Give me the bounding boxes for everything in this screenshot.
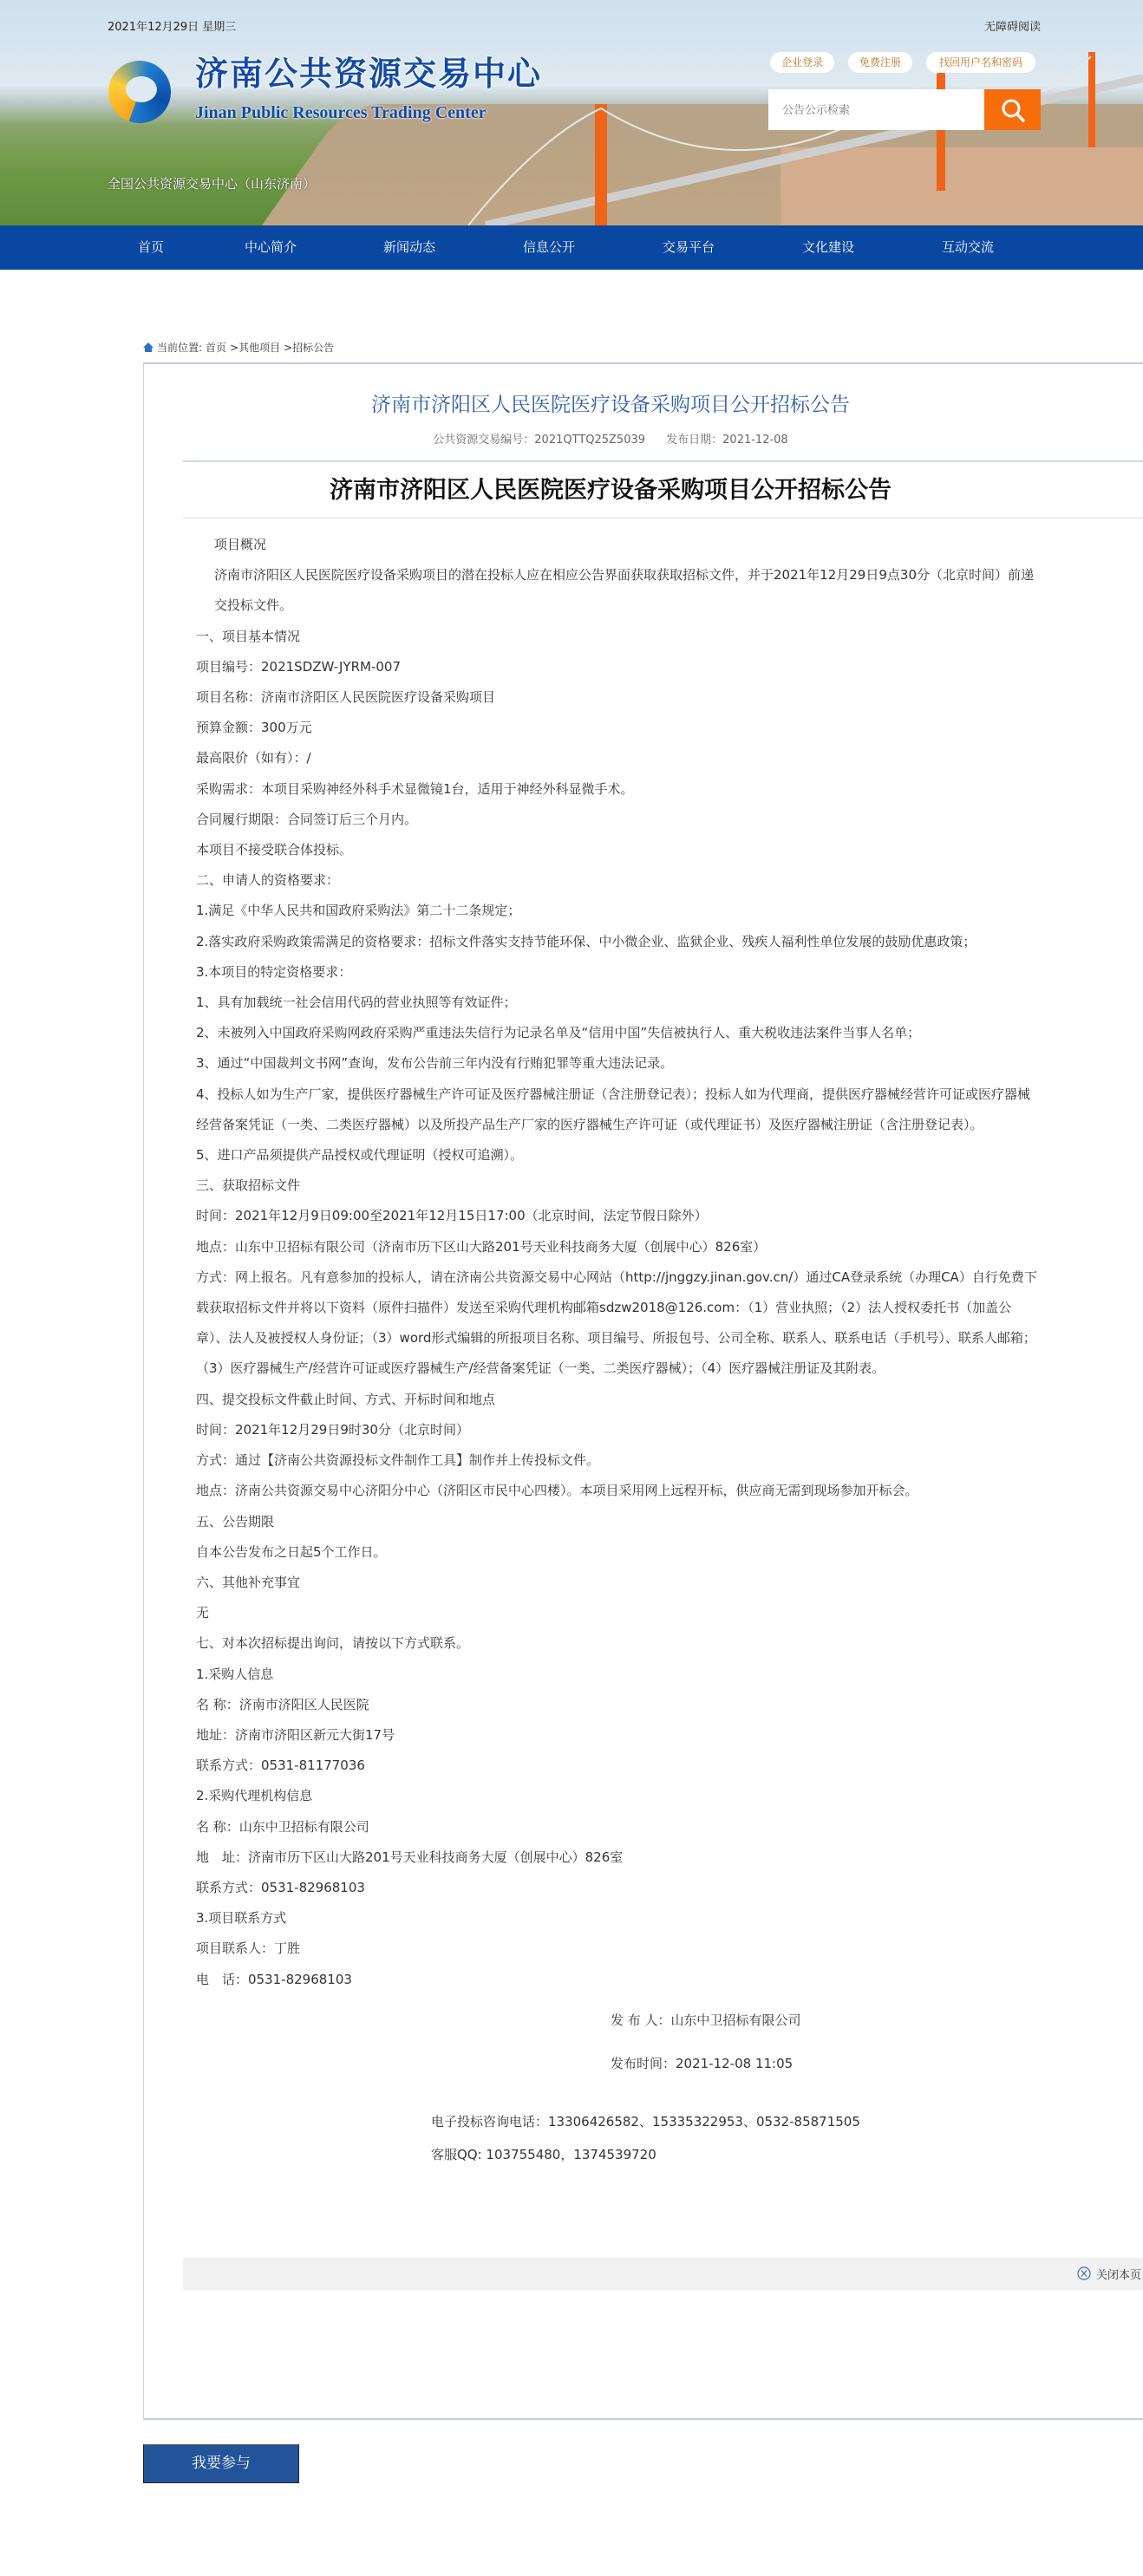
- body-paragraph: 4、投标人如为生产厂家，提供医疗器械生产许可证及医疗器械注册证（含注册登记表）；投标人如为代理商，提供医疗器械经营许可证或医疗器械经营备案凭证（一类、二类医疗器械）以及所投产品生产厂家的医疗器械生产许可证（或代理证书）及医疗器械注册证（含注册登记表）。: [196, 1086, 1031, 1132]
- body-paragraph: 名 称：山东中卫招标有限公司: [196, 1818, 369, 1835]
- body-paragraph: 七、对本次招标提出询问，请按以下方式联系。: [196, 1635, 470, 1652]
- body-paragraph: 二、申请人的资格要求：: [196, 872, 340, 889]
- body-paragraph: 项目概况: [214, 537, 267, 552]
- body-paragraph: 联系方式：0531-81177036: [196, 1758, 365, 1774]
- close-circle-icon: [1077, 2266, 1091, 2280]
- bid-hotline: 电子投标咨询电话：13306426582、15335322953、0532-85871505: [431, 2113, 860, 2129]
- divider: [183, 460, 1143, 462]
- site-logo[interactable]: [108, 54, 646, 132]
- logo-swirl-icon: [108, 61, 171, 123]
- body-paragraph: 项目编号：2021SDZW-JYRM-007: [196, 658, 401, 675]
- nav-news[interactable]: 新闻动态: [382, 239, 436, 255]
- body-paragraph: 2、未被列入中国政府采购网政府采购严重违法失信行为记录名单及“信用中国”失信被执行人、重大税收违法案件当事人名单；: [196, 1025, 921, 1041]
- participate-button[interactable]: 我要参与: [143, 2444, 299, 2483]
- close-bar: [183, 2258, 1143, 2290]
- search-icon: [1000, 97, 1026, 123]
- body-paragraph: 时间：2021年12月29日9时30分（北京时间）: [196, 1421, 469, 1438]
- search-box: [768, 89, 1041, 130]
- notice-heading: 济南市济阳区人民医院医疗设备采购项目公开招标公告: [330, 477, 892, 504]
- body-paragraph: 电 话：0531-82968103: [196, 1971, 352, 1987]
- body-paragraph: 本项目不接受联合体投标。: [196, 842, 353, 858]
- breadcrumb-label: 当前位置:: [157, 342, 203, 354]
- body-paragraph: 5、进口产品须提供产品授权或代理证明（授权可追溯）。: [196, 1147, 524, 1164]
- search-input[interactable]: [768, 89, 984, 130]
- breadcrumb-home[interactable]: 首页: [206, 342, 227, 354]
- trade-code: 公共资源交易编号：2021QTTQ25Z5039: [433, 434, 646, 447]
- body-paragraph: 地点：济南公共资源交易中心济阳分中心（济阳区市民中心四楼）。本项目采用网上远程开标，供应商无需到现场参加开标会。: [196, 1483, 918, 1499]
- breadcrumb-tender-notice[interactable]: >招标公告: [284, 342, 335, 354]
- body-paragraph: 三、获取招标文件: [196, 1177, 301, 1194]
- body-paragraph: 1.满足《中华人民共和国政府采购法》第二十二条规定；: [196, 903, 521, 919]
- free-register-button[interactable]: 免费注册: [848, 52, 912, 73]
- body-paragraph: 2.落实政府采购政策需满足的资格要求：招标文件落实支持节能环保、中小微企业、监狱企业、残疾人福利性单位发展的鼓励优惠政策；: [196, 933, 976, 949]
- nav-about[interactable]: 中心简介: [244, 239, 297, 255]
- article-body: [196, 530, 1042, 1995]
- main-nav: [0, 225, 1143, 270]
- body-paragraph: 1、具有加载统一社会信用代码的营业执照等有效证件；: [196, 995, 517, 1011]
- publisher: 发 布 人：山东中卫招标有限公司: [611, 2012, 801, 2028]
- nav-home[interactable]: 首页: [137, 239, 165, 255]
- accessibility-link[interactable]: 无障碍阅读: [984, 21, 1042, 34]
- body-paragraph: 济南市济阳区人民医院医疗设备采购项目的潜在投标人应在相应公告界面获取获取招标文件，并于2021年12月29日9点30分（北京时间）前递交投标文件。: [214, 567, 1034, 614]
- nav-trading-platform[interactable]: 交易平台: [662, 239, 715, 255]
- close-page-button[interactable]: [1077, 2258, 1141, 2290]
- body-paragraph: 六、其他补充事宜: [196, 1574, 301, 1590]
- body-paragraph: 名 称：济南市济阳区人民医院: [196, 1696, 369, 1712]
- body-paragraph: 3.本项目的特定资格要求：: [196, 963, 352, 980]
- support-qq: 客服QQ: 103755480，1374539720: [431, 2146, 656, 2162]
- body-paragraph: 自本公告发布之日起5个工作日。: [196, 1543, 387, 1560]
- main-content: [143, 362, 1143, 2483]
- recover-account-button[interactable]: 找回用户名和密码: [926, 52, 1035, 73]
- nav-culture[interactable]: 文化建设: [801, 239, 855, 255]
- body-paragraph: 1.采购人信息: [196, 1666, 274, 1682]
- body-paragraph: 一、项目基本情况: [196, 628, 301, 644]
- body-paragraph: 四、提交投标文件截止时间、方式、开标时间和地点: [196, 1391, 496, 1407]
- home-icon: [143, 342, 153, 352]
- logo-title-cn: 济南公共资源交易中心: [195, 54, 543, 93]
- body-paragraph: 采购需求：本项目采购神经外科手术显微镜1台，适用于神经外科显微手术。: [196, 780, 634, 797]
- body-paragraph: 3.项目联系方式: [196, 1910, 287, 1927]
- body-paragraph: 地点：山东中卫招标有限公司（济南市历下区山大路201号天业科技商务大厦（创展中心）826室）: [196, 1238, 767, 1255]
- article-container: [143, 362, 1143, 2420]
- header-banner: [0, 0, 1143, 225]
- body-paragraph: 预算金额：300万元: [196, 720, 312, 736]
- header-tagline: 全国公共资源交易中心（山东济南）: [108, 176, 317, 192]
- nav-interaction[interactable]: 互动交流: [941, 239, 995, 255]
- body-paragraph: 项目联系人：丁胜: [196, 1940, 301, 1957]
- search-button[interactable]: [984, 89, 1041, 130]
- body-paragraph: 五、公告期限: [196, 1513, 275, 1529]
- body-paragraph: 地址：济南市济阳区新元大街17号: [196, 1726, 395, 1743]
- body-paragraph: 无: [196, 1605, 210, 1621]
- article-meta: [144, 433, 1077, 448]
- nav-info-disclosure[interactable]: 信息公开: [522, 239, 576, 255]
- body-paragraph: 方式：网上报名。凡有意参加的投标人，请在济南公共资源交易中心网站（http://jnggzy.jinan.gov.cn/）通过CA登录系统（办理CA）自行免费下载获取招标文件并将以下资料（原件扫描件）发送至采购代理机构邮箱sdzw2018@126.com：（1）营业执照；（2）法人授权委托书（加盖公章）、法人及被授权人身份证；（3）word形式编辑的所报项目名称、项目编号、所报包号、公司全称、联系人、联系电话（手机号）、联系人邮箱；（3）医疗器械生产/经营许可证或医疗器械生产/经营备案凭证（一类、二类医疗器械）；（4）医疗器械注册证及其附表。: [196, 1268, 1037, 1377]
- body-paragraph: 地 址：济南市历下区山大路201号天业科技商务大厦（创展中心）826室: [196, 1849, 624, 1865]
- body-paragraph: 3、通过“中国裁判文书网”查询，发布公告前三年内没有行贿犯罪等重大违法记录。: [196, 1055, 674, 1072]
- article-header: [144, 364, 1143, 530]
- close-page-label: 关闭本页: [1095, 2268, 1141, 2282]
- body-paragraph: 联系方式：0531-82968103: [196, 1879, 365, 1895]
- publish-date: 发布日期：2021-12-08: [666, 434, 788, 447]
- article-title: 济南市济阳区人民医院医疗设备采购项目公开招标公告: [371, 394, 850, 416]
- breadcrumb-other-projects[interactable]: >其他项目: [230, 342, 281, 354]
- enterprise-login-button[interactable]: 企业登录: [770, 52, 834, 73]
- body-paragraph: 时间：2021年12月9日09:00至2021年12月15日17:00（北京时间，法定节假日除外）: [196, 1208, 708, 1224]
- body-paragraph: 方式：通过【济南公共资源投标文件制作工具】制作并上传投标文件。: [196, 1452, 600, 1469]
- body-paragraph: 合同履行期限：合同签订后三个月内。: [196, 811, 418, 827]
- current-date: 2021年12月29日 星期三: [108, 21, 237, 34]
- support-contact: [431, 2105, 1143, 2171]
- signature-block: [611, 2005, 1143, 2079]
- publish-time: 发布时间：2021-12-08 11:05: [611, 2055, 794, 2071]
- body-paragraph: 最高限价（如有）：/: [196, 750, 311, 766]
- body-paragraph: 2.采购代理机构信息: [196, 1788, 313, 1804]
- breadcrumb: [143, 340, 334, 355]
- body-paragraph: 项目名称：济南市济阳区人民医院医疗设备采购项目: [196, 689, 496, 706]
- logo-title-en: Jinan Public Resources Trading Center: [195, 103, 487, 122]
